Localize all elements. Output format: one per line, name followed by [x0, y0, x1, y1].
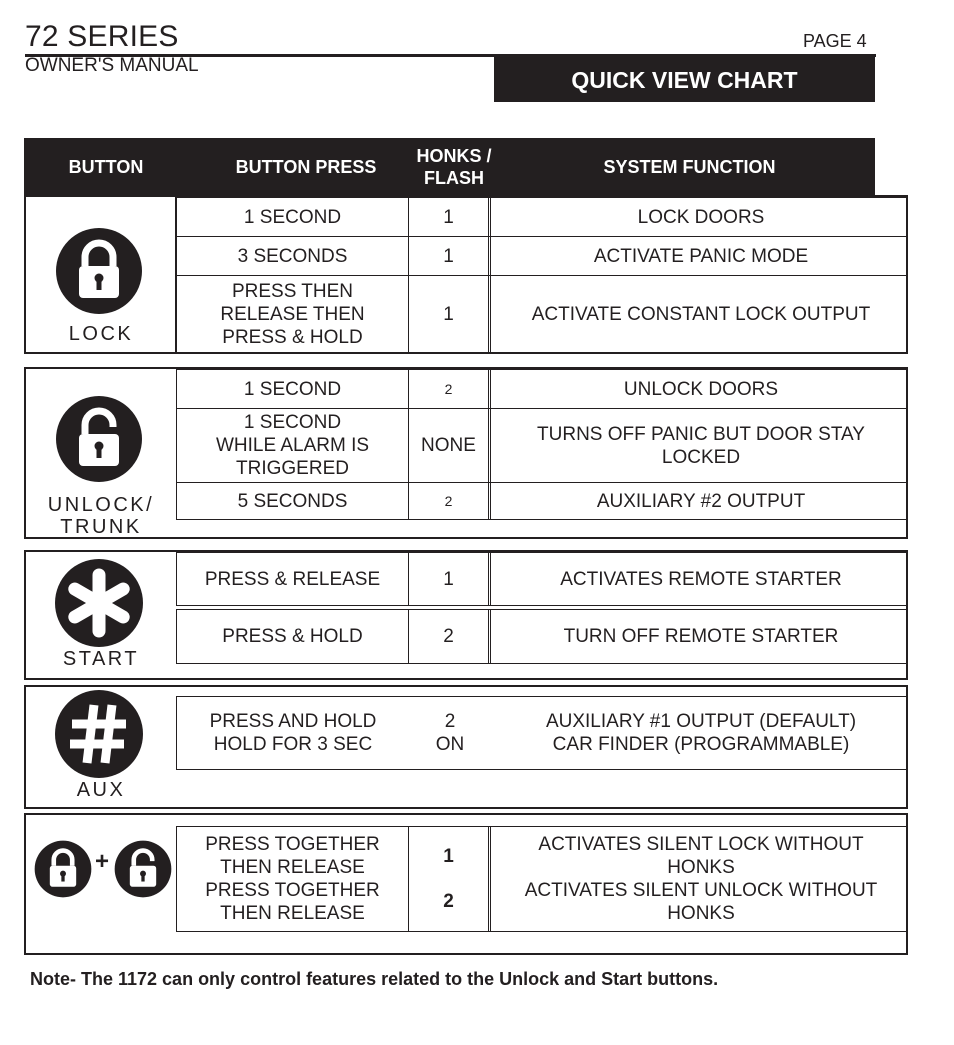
honks-cell: 2 ON — [435, 711, 465, 755]
press-cell: 1 SECOND — [177, 198, 409, 236]
function-cell: TURN OFF REMOTE STARTER — [563, 626, 839, 647]
page-number: PAGE 4 — [803, 31, 867, 51]
press-cell: PRESS THEN RELEASE THEN PRESS & HOLD — [177, 276, 409, 352]
unlock-button-cell — [26, 369, 176, 537]
function-cell: ACTIVATE CONSTANT LOCK OUTPUT — [531, 303, 871, 325]
unlock-label: UNLOCK/ TRUNK — [47, 494, 155, 538]
table-row — [176, 275, 907, 352]
aux-label: AUX — [76, 779, 126, 801]
hash-icon — [54, 689, 144, 779]
table-row — [176, 696, 907, 770]
honks-cell: NONE — [409, 409, 491, 482]
table-row — [176, 369, 907, 409]
lock-group — [24, 195, 908, 354]
honks-cell: 1 — [409, 276, 491, 352]
table-row — [176, 826, 907, 932]
function-cell: AUXILIARY #1 OUTPUT (DEFAULT) CAR FINDER (PROGRAMMABLE) — [545, 711, 857, 755]
honks-cell: 2 — [409, 483, 491, 519]
function-cell: ACTIVATES REMOTE STARTER — [560, 568, 842, 590]
honks-value-b: 2 — [443, 891, 454, 912]
unlock-icon — [55, 395, 143, 483]
start-button-cell — [26, 552, 176, 678]
function-cell: TURNS OFF PANIC BUT DOOR STAY LOCKED — [537, 423, 865, 468]
unlock-icon — [114, 840, 172, 898]
start-group — [24, 550, 908, 680]
start-label: START — [62, 648, 140, 670]
lock-button-cell — [26, 197, 176, 352]
press-cell: 1 SECOND — [177, 370, 409, 408]
manual-subtitle: OWNER'S MANUAL — [25, 55, 199, 76]
honks-cell — [409, 827, 491, 931]
press-cell: 5 SECONDS — [177, 483, 409, 519]
lock-icon — [55, 227, 143, 315]
column-header-honks: HONKS / FLASH — [416, 145, 492, 188]
function-cell: UNLOCK DOORS — [623, 378, 779, 400]
honks-cell: 2 — [409, 370, 491, 408]
table-row — [176, 197, 907, 237]
chart-title: QUICK VIEW CHART — [494, 55, 875, 102]
function-cell: AUXILIARY #2 OUTPUT — [596, 490, 806, 512]
table-row — [176, 408, 907, 483]
function-cell: ACTIVATE PANIC MODE — [593, 245, 809, 267]
asterisk-icon — [54, 558, 144, 648]
table-row — [176, 609, 907, 664]
series-title: 72 SERIES — [25, 20, 179, 53]
press-cell: PRESS & HOLD — [177, 610, 409, 663]
column-header-button: BUTTON — [68, 156, 144, 177]
plus-sign: + — [94, 848, 109, 875]
table-row — [176, 236, 907, 276]
table-header — [24, 138, 875, 195]
honks-cell: 1 — [409, 237, 491, 275]
aux-group — [24, 685, 908, 809]
press-cell: PRESS & RELEASE — [177, 553, 409, 605]
function-cell: LOCK DOORS — [637, 206, 765, 228]
column-header-press: BUTTON PRESS — [235, 156, 377, 177]
unlock-group — [24, 367, 908, 539]
combo-group — [24, 813, 908, 955]
column-header-function: SYSTEM FUNCTION — [603, 156, 776, 177]
honks-cell: 1 — [409, 198, 491, 236]
lock-label: LOCK — [68, 323, 134, 345]
footnote: Note- The 1172 can only control features related to the Unlock and Start buttons. — [30, 969, 719, 989]
lock-icon — [34, 840, 92, 898]
honks-cell: 2 — [409, 610, 491, 663]
combo-button-cell — [26, 815, 176, 953]
press-cell: 1 SECOND WHILE ALARM IS TRIGGERED — [177, 409, 409, 482]
function-cell: ACTIVATES SILENT LOCK WITHOUT HONKS ACTIVATES SILENT UNLOCK WITHOUT HONKS — [524, 834, 878, 924]
honks-cell: 1 — [409, 553, 491, 605]
press-cell: PRESS TOGETHER THEN RELEASE PRESS TOGETHER THEN RELEASE — [177, 827, 409, 931]
press-cell: PRESS AND HOLD HOLD FOR 3 SEC — [209, 711, 377, 755]
table-row — [176, 482, 907, 520]
table-row — [176, 552, 907, 606]
press-cell: 3 SECONDS — [177, 237, 409, 275]
aux-button-cell — [26, 687, 176, 807]
honks-value-a: 1 — [443, 846, 454, 867]
